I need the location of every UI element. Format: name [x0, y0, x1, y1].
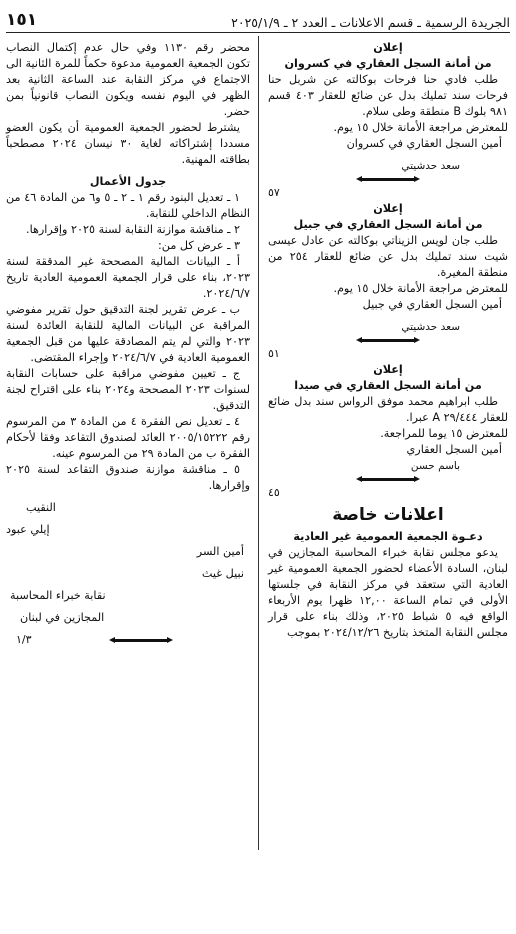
- header-title: الجريدة الرسمية ـ قسم الاعلانات ـ العدد ٢ ـ ٢٠٢٥/١/٩: [231, 15, 510, 30]
- ornament-divider: [268, 339, 508, 342]
- left-column: [6, 40, 250, 648]
- special-continuation: محضر رقم ١١٣٠ وفي حال عدم إكتمال النصاب تكون الجمعية العمومية مدعوة حكماً للمرة الثانية الى الاجتماع في مركز النقابة عند الساعة الثانية بعد الظهر في اليوم نفسه ويكون النصاب قانونياً بمن حضر.: [6, 41, 250, 118]
- org-line-1: نقابة خبراء المحاسبة: [10, 589, 106, 602]
- secretary-name: نبيل غيث: [201, 567, 244, 580]
- ad2-body: طلب جان لويس الزيناتي بوكالته عن عادل عيسى شيت سند تمليك بدل عن ضائع للعقار ٢٥٤ من منطقة المغيرة.: [268, 234, 508, 279]
- nakib-title: النقيب: [26, 501, 56, 514]
- ad1-signer: سعد حدشيتي: [401, 160, 460, 172]
- attendance-condition: يشترط لحضور الجمعية العمومية أن يكون العضو مسددا إشتراكاته لغاية ٣٠ نيسان ٢٠٢٤ مصطحباً بطاقته المهنية.: [6, 121, 250, 166]
- agenda-item: ب ـ عرض تقرير لجنة التدقيق حول تقرير مفوضي المراقبة عن البيانات المالية للنقابة العائدة لسنة ٢٠٢٣ والتي لم يتم المصادقة عليها من قبل الجمعية العمومية العادية في ٢٠٢٤/٦/٧ وإجراء المقتضى.: [6, 303, 250, 364]
- ad2-office: أمين السجل العقاري في جبيل: [362, 298, 502, 311]
- page-header: [6, 6, 510, 33]
- ad3-signer: باسم حسن: [410, 460, 460, 472]
- nakib-name: إيلي عبود: [6, 523, 50, 536]
- ad1-label: إعلان: [373, 41, 403, 54]
- ad3-note: للمعترض ١٥ يوما للمراجعة.: [380, 427, 508, 440]
- ad3-number: ٤٥: [268, 486, 280, 499]
- ad3-office: أمين السجل العقاري: [406, 443, 502, 456]
- column-divider: [258, 36, 259, 850]
- ad2-signer: سعد حدشيتي: [401, 321, 460, 333]
- agenda-item: ١ ـ تعديل البنود رقم ١ ـ ٢ ـ ٥ و٦ من المادة ٤٦ من النظام الداخلي للنقابة.: [6, 191, 250, 220]
- ad3-heading: من أمانة السجل العقاري في صيدا: [294, 379, 482, 392]
- ad1-body: طلب فادي حنا فرحات بوكالته عن شربل حنا فرحات سند تمليك بدل عن ضائع للعقار ٤٠٣ قسم ٩٨١ بلوك B منطقة وطى سلام.: [268, 73, 508, 118]
- secretary-title: أمين السر: [196, 545, 244, 558]
- page-number: ١٥١: [6, 10, 38, 30]
- ad3-body: طلب ابراهيم محمد موفق الرواس سند بدل ضائع للعقار ٢٩/٤٤٤ A عبرا.: [268, 395, 508, 424]
- section-title: اعلانات خاصة: [332, 505, 444, 525]
- special-body: يدعو مجلس نقابة خبراء المحاسبة المجازين في لبنان، السادة الأعضاء لحضور الجمعية العمومية غير العادية التي ستعقد في مركز النقابة في جلستها الأولى في تمام الساعة ١٢,٠٠ ظهرا يوم الأربعاء الواقع فيه ٥ شباط ٢٠٢٥، وذلك بناء على قرار مجلس النقابة المتخذ بتاريخ ٢٠٢٤/١٢/٢٦ بموجب: [268, 546, 508, 639]
- ad1-heading: من أمانة السجل العقاري في كسروان: [284, 57, 492, 70]
- agenda-item: ٣ ـ عرض كل من:: [158, 239, 240, 252]
- ad2-note: للمعترض مراجعة الأمانة خلال ١٥ يوم.: [333, 282, 508, 295]
- agenda-item: ٢ ـ مناقشة موازنة النقابة لسنة ٢٠٢٥ وإقرارها.: [26, 223, 240, 236]
- ornament-divider: [268, 178, 508, 181]
- ad2-label: إعلان: [373, 202, 403, 215]
- notice-number: ١/٣: [16, 633, 32, 646]
- agenda-title: جدول الأعمال: [89, 175, 167, 188]
- ad3-label: إعلان: [373, 363, 403, 376]
- ornament-divider: [32, 639, 250, 642]
- agenda-item: أ ـ البيانات المالية المصححة غير المدققة لسنة ٢٠٢٣، بناء على قرار الجمعية العمومية العادية تاريخ ٢٠٢٤/٦/٧.: [6, 255, 250, 300]
- ad1-office: أمين السجل العقاري في كسروان: [346, 137, 502, 150]
- ad2-heading: من أمانة السجل العقاري في جبيل: [293, 218, 483, 231]
- agenda-item: ٤ ـ تعديل نص الفقرة ٤ من المادة ٣ من المرسوم رقم ٢٠٠٥/١٥٢٢٢ العائد لصندوق التقاعد وفقا لأحكام الفقرة ب من المادة ٢٩ من المرسوم عينه.: [6, 415, 250, 460]
- right-column: [268, 40, 508, 641]
- ad1-number: ٥٧: [268, 186, 280, 199]
- ad2-number: ٥١: [268, 347, 280, 360]
- ornament-divider: [268, 478, 508, 481]
- org-line-2: المجازين في لبنان: [20, 611, 105, 624]
- agenda-item: ٥ ـ مناقشة موازنة صندوق التقاعد لسنة ٢٠٢٥ وإقرارها.: [6, 463, 250, 492]
- agenda-item: ج ـ تعيين مفوضي مراقبة على حسابات النقابة لسنوات ٢٠٢٣ المصححة و٢٠٢٤ بناء على اقتراح لجنة التدقيق.: [6, 367, 250, 412]
- special-heading: دعـوة الجمعية العمومية غير العادية: [293, 530, 483, 543]
- ad1-note: للمعترض مراجعة الأمانة خلال ١٥ يوم.: [333, 121, 508, 134]
